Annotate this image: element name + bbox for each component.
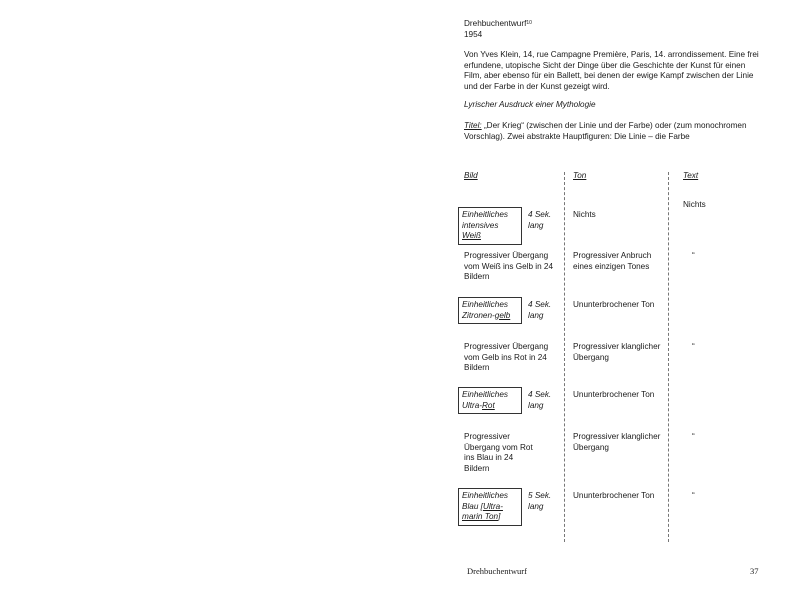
bild-cell: Progressiver Übergang vom Rot ins Blau in 24 Bildern [464, 432, 533, 473]
bild-cell: Progressiver Übergang vom Gelb ins Rot in 24 Bildern [464, 342, 549, 373]
ditto-mark: “ [692, 251, 695, 260]
column-divider-1 [564, 172, 565, 542]
duration-label: 4 Sek. lang [528, 300, 552, 320]
page-number: 37 [750, 566, 759, 576]
duration-label: 5 Sek. lang [528, 491, 552, 511]
ton-cell: Ununterbrochener Ton [573, 491, 655, 500]
duration-label: 4 Sek. lang [528, 210, 552, 230]
document-title: Drehbuchentwurf$^{10}$ [464, 19, 532, 28]
ton-cell: Ununterbrochener Ton [573, 300, 655, 309]
ton-cell: Progressiver Anbruch eines einzigen Tones [573, 251, 652, 271]
bild-box: Einheitliches Blau [Ultra-marin Ton] [458, 488, 522, 526]
ton-cell: Ununterbrochener Ton [573, 390, 655, 399]
bild-box: Einheitliches Ultra-Rot [458, 387, 522, 414]
ton-cell: Progressiver klanglicher Übergang [573, 432, 661, 452]
text-cell: Nichts [683, 200, 706, 209]
column-header-text: Text [683, 171, 699, 180]
title-label: Titel: [464, 121, 482, 130]
bild-box: Einheitliches intensives Weiß [458, 207, 522, 245]
column-header-ton: Ton [573, 171, 587, 180]
bild-cell: Progressiver Übergang vom Weiß ins Gelb in 24 Bildern [464, 251, 554, 282]
title-text: „Der Krieg“ (zwischen der Linie und der Farbe) oder (zum monochromen Vorschlag). Zwei abstrakte Hauptfiguren: Die Linie – die Farbe [464, 121, 747, 141]
ditto-mark: “ [692, 432, 695, 441]
document-year: 1954 [464, 30, 483, 39]
column-header-bild: Bild [464, 171, 478, 180]
subtitle-lyric: Lyrischer Ausdruck einer Mythologie [464, 100, 596, 109]
intro-paragraph: Von Yves Klein, 14, rue Campagne Première, Paris, 14. arrondissement. Eine frei erfundene, utopische Sicht der Dinge über die Geschichte der Kunst für einen Film, aber ebenso für ein Ballett, bei denen der ewige Kampf zwischen der Linie und der Farbe in der Kunst gezeigt wird. [464, 50, 759, 91]
bild-box: Einheitliches Zitronen-gelb [458, 297, 522, 324]
running-footer: Drehbuchentwurf [467, 566, 527, 576]
duration-label: 4 Sek. lang [528, 390, 552, 410]
ditto-mark: “ [692, 342, 695, 351]
footnote-marker: 10 [526, 20, 532, 26]
ditto-mark: “ [692, 491, 695, 500]
title-paragraph [464, 121, 764, 142]
ton-cell: Progressiver klanglicher Übergang [573, 342, 661, 362]
column-divider-2 [668, 172, 669, 542]
ton-cell: Nichts [573, 210, 596, 219]
